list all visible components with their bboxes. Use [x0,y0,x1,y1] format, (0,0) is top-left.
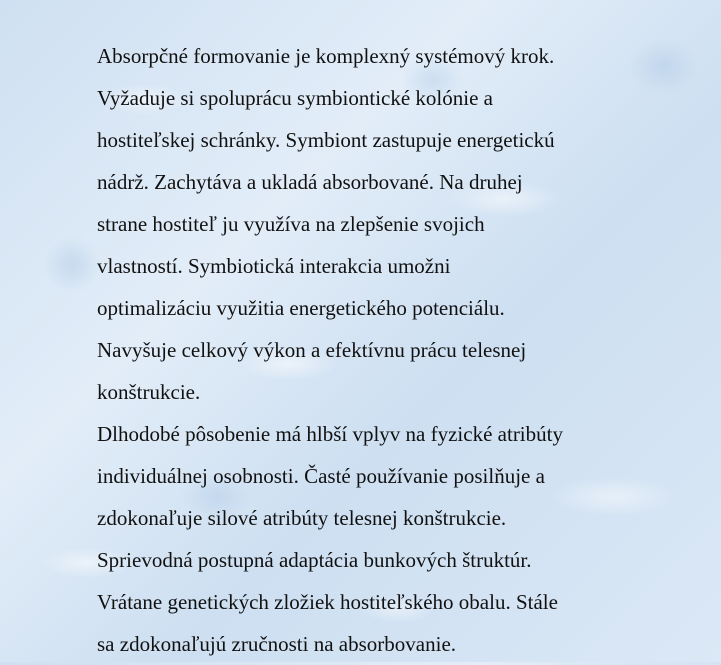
text-line: optimalizáciu využitia energetického potenciálu. [97,296,505,320]
text-line: konštrukcie. [97,380,201,404]
text-line: zdokonaľuje silové atribúty telesnej konštrukcie. [97,506,507,530]
text-line: sa zdokonaľujú zručnosti na absorbovanie. [97,632,457,656]
text-line: vlastností. Symbiotická interakcia umožni [97,254,451,278]
text-line: Navyšuje celkový výkon a efektívnu prácu telesnej [97,338,527,362]
text-line: Absorpčné formovanie je komplexný systémový krok. [97,44,555,68]
text-line: nádrž. Zachytáva a ukladá absorbované. Na druhej [97,170,523,194]
text-line: Dlhodobé pôsobenie má hlbší vplyv na fyzické atribúty [97,422,563,446]
text-line: hostiteľskej schránky. Symbiont zastupuje energetickú [97,128,555,152]
text-line: Vrátane genetických zložiek hostiteľského obalu. Stále [97,590,558,614]
text-line: Vyžaduje si spoluprácu symbiontické kolónie a [97,86,493,110]
text-line: strane hostiteľ ju využíva na zlepšenie svojich [97,212,485,236]
document-text-block [97,35,697,665]
text-line: individuálnej osobnosti. Časté používanie posilňuje a [97,464,545,488]
text-line: Sprievodná postupná adaptácia bunkových štruktúr. [97,548,532,572]
